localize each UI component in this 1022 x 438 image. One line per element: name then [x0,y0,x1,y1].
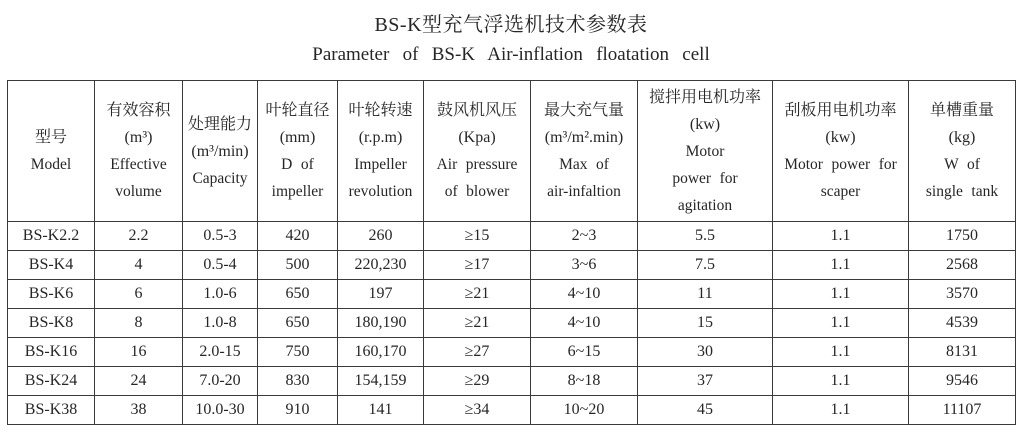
header-unit: (Kpa) [458,129,496,146]
cell-effective-volume: 2.2 [95,222,183,251]
cell-max-air-inflation: 2~3 [531,222,638,251]
header-impeller-diameter [258,81,338,222]
header-en-line: revolution [348,183,413,200]
cell-single-tank-weight: 8131 [909,338,1016,367]
cell-agitation-motor-power: 11 [638,280,773,309]
header-en-line: Model [30,156,72,173]
cell-scraper-motor-power: 1.1 [773,222,909,251]
header-blower-air-pressure [424,81,531,222]
table-row [8,338,1016,367]
header-en-line: air-infaltion [547,183,621,200]
header-unit: (m³/min) [191,142,249,160]
cell-single-tank-weight: 2568 [909,251,1016,280]
header-en-line: Capacity [192,169,248,187]
cell-effective-volume: 24 [95,367,183,396]
cell-model: BS-K16 [8,338,95,367]
cell-agitation-motor-power: 5.5 [638,222,773,251]
cell-impeller-diameter: 910 [258,396,338,425]
cell-model: BS-K24 [8,367,95,396]
parameter-table [7,80,1016,425]
header-en-line: of blower [444,183,510,200]
cell-impeller-revolution: 197 [338,280,424,309]
header-capacity [183,81,258,222]
header-unit: (r.p.m) [358,129,403,146]
cell-effective-volume: 4 [95,251,183,280]
cell-blower-air-pressure: ≥27 [424,338,531,367]
header-en-line: Motor [685,142,725,160]
cell-max-air-inflation: 10~20 [531,396,638,425]
header-en-line: agitation [677,196,733,214]
header-zh-label: 单槽重量 [929,102,994,119]
cell-single-tank-weight: 9546 [909,367,1016,396]
cell-impeller-diameter: 500 [258,251,338,280]
cell-impeller-revolution: 260 [338,222,424,251]
header-agitation-motor-power [638,81,773,222]
cell-impeller-diameter: 650 [258,309,338,338]
header-zh-label: 鼓风机风压 [436,102,517,119]
cell-scraper-motor-power: 1.1 [773,338,909,367]
table-row [8,251,1016,280]
header-en-line: W of [944,156,980,173]
cell-capacity: 10.0-30 [183,396,258,425]
header-en-line: Effective [110,156,167,173]
cell-impeller-revolution: 154,159 [338,367,424,396]
cell-max-air-inflation: 6~15 [531,338,638,367]
header-zh-label: 叶轮转速 [348,102,413,119]
cell-blower-air-pressure: ≥15 [424,222,531,251]
cell-max-air-inflation: 4~10 [531,280,638,309]
cell-model: BS-K4 [8,251,95,280]
cell-effective-volume: 38 [95,396,183,425]
title-english: Parameter of BS-K Air-inflation floatation cell [312,44,710,65]
cell-agitation-motor-power: 15 [638,309,773,338]
header-single-tank-weight [909,81,1016,222]
header-zh-label: 处理能力 [187,115,252,133]
header-en-line: scaper [820,183,861,200]
cell-capacity: 2.0-15 [183,338,258,367]
header-en-line: single tank [925,183,999,200]
cell-impeller-revolution: 160,170 [338,338,424,367]
table-row [8,309,1016,338]
header-en-line: Max of [559,156,609,173]
header-scraper-motor-power [773,81,909,222]
cell-impeller-revolution: 220,230 [338,251,424,280]
cell-capacity: 0.5-3 [183,222,258,251]
cell-single-tank-weight: 1750 [909,222,1016,251]
header-zh-label: 型号 [34,129,67,146]
header-unit: (mm) [279,129,316,146]
table-row [8,222,1016,251]
cell-impeller-revolution: 180,190 [338,309,424,338]
header-en-line: volume [115,183,162,200]
cell-agitation-motor-power: 30 [638,338,773,367]
cell-agitation-motor-power: 45 [638,396,773,425]
header-zh-label: 有效容积 [106,102,171,119]
cell-capacity: 1.0-6 [183,280,258,309]
cell-capacity: 7.0-20 [183,367,258,396]
cell-impeller-diameter: 650 [258,280,338,309]
cell-capacity: 1.0-8 [183,309,258,338]
table-row [8,280,1016,309]
header-en-line: Air pressure [436,156,518,173]
cell-model: BS-K2.2 [8,222,95,251]
cell-effective-volume: 6 [95,280,183,309]
cell-max-air-inflation: 8~18 [531,367,638,396]
header-unit: (kg) [948,129,976,146]
title-chinese: BS-K型充气浮选机技术参数表 [374,14,648,36]
cell-model: BS-K8 [8,309,95,338]
header-unit: (kw) [825,129,856,146]
header-max-air-inflation [531,81,638,222]
header-zh-label: 最大充气量 [543,102,624,119]
page [0,8,1022,438]
cell-model: BS-K38 [8,396,95,425]
cell-scraper-motor-power: 1.1 [773,280,909,309]
table-row [8,396,1016,425]
table-row [8,367,1016,396]
header-en-line: Impeller [354,156,407,173]
cell-effective-volume: 16 [95,338,183,367]
cell-scraper-motor-power: 1.1 [773,309,909,338]
cell-blower-air-pressure: ≥21 [424,309,531,338]
cell-effective-volume: 8 [95,309,183,338]
cell-model: BS-K6 [8,280,95,309]
cell-scraper-motor-power: 1.1 [773,367,909,396]
cell-impeller-diameter: 830 [258,367,338,396]
header-impeller-revolution [338,81,424,222]
cell-single-tank-weight: 11107 [909,396,1016,425]
header-effective-volume [95,81,183,222]
header-model [8,81,95,222]
cell-agitation-motor-power: 7.5 [638,251,773,280]
cell-single-tank-weight: 4539 [909,309,1016,338]
header-en-line: impeller [271,183,324,200]
cell-blower-air-pressure: ≥29 [424,367,531,396]
cell-impeller-diameter: 750 [258,338,338,367]
header-unit: (m³) [124,129,153,146]
cell-agitation-motor-power: 37 [638,367,773,396]
cell-max-air-inflation: 4~10 [531,309,638,338]
header-zh-label: 叶轮直径 [265,102,330,119]
cell-scraper-motor-power: 1.1 [773,251,909,280]
cell-blower-air-pressure: ≥34 [424,396,531,425]
cell-scraper-motor-power: 1.1 [773,396,909,425]
header-row [8,81,1016,222]
cell-single-tank-weight: 3570 [909,280,1016,309]
header-unit: (m³/m².min) [544,129,624,146]
cell-blower-air-pressure: ≥21 [424,280,531,309]
header-zh-label: 刮板用电机功率 [784,102,897,119]
header-en-line: power for [672,169,738,187]
cell-capacity: 0.5-4 [183,251,258,280]
cell-max-air-inflation: 3~6 [531,251,638,280]
header-unit: (kw) [689,115,721,133]
cell-impeller-diameter: 420 [258,222,338,251]
header-en-line: D of [281,156,314,173]
cell-blower-air-pressure: ≥17 [424,251,531,280]
header-en-line: Motor power for [784,156,897,173]
cell-impeller-revolution: 141 [338,396,424,425]
header-zh-label: 搅拌用电机功率 [648,88,761,106]
